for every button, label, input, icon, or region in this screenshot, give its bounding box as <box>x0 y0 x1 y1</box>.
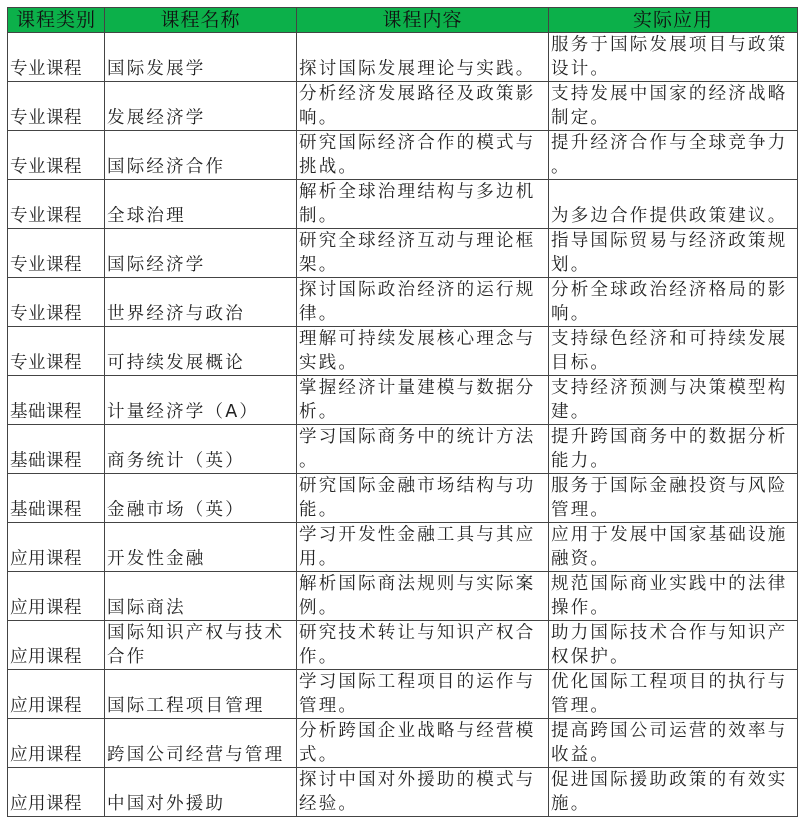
cell-application: 支持经济预测与决策模型构 建。 <box>549 376 798 425</box>
header-category: 课程类别 <box>8 8 105 33</box>
cell-application: 服务于国际发展项目与政策 设计。 <box>549 33 798 82</box>
cell-category: 基础课程 <box>8 425 105 474</box>
cell-content: 掌握经济计量建模与数据分 析。 <box>297 376 549 425</box>
cell-application: 提升经济合作与全球竞争力 。 <box>549 131 798 180</box>
cell-course-name: 发展经济学 <box>105 82 297 131</box>
cell-content: 学习开发性金融工具与其应 用。 <box>297 523 549 572</box>
cell-course-name: 金融市场（英） <box>105 474 297 523</box>
cell-content: 研究国际经济合作的模式与 挑战。 <box>297 131 549 180</box>
cell-course-name: 国际发展学 <box>105 33 297 82</box>
cell-content: 探讨国际发展理论与实践。 <box>297 33 549 82</box>
table-row <box>8 180 798 229</box>
cell-application: 提升跨国商务中的数据分析 能力。 <box>549 425 798 474</box>
cell-content: 解析国际商法规则与实际案 例。 <box>297 572 549 621</box>
cell-content: 学习国际商务中的统计方法 。 <box>297 425 549 474</box>
course-table <box>7 7 798 817</box>
cell-application: 规范国际商业实践中的法律 操作。 <box>549 572 798 621</box>
cell-course-name: 国际经济合作 <box>105 131 297 180</box>
table-row <box>8 131 798 180</box>
cell-category: 专业课程 <box>8 82 105 131</box>
header-content: 课程内容 <box>297 8 549 33</box>
cell-course-name: 跨国公司经营与管理 <box>105 719 297 768</box>
table-row <box>8 474 798 523</box>
cell-content: 研究国际金融市场结构与功 能。 <box>297 474 549 523</box>
cell-application: 优化国际工程项目的执行与 管理。 <box>549 670 798 719</box>
cell-category: 应用课程 <box>8 523 105 572</box>
header-name: 课程名称 <box>105 8 297 33</box>
cell-application: 服务于国际金融投资与风险 管理。 <box>549 474 798 523</box>
cell-course-name: 国际知识产权与技术 合作 <box>105 621 297 670</box>
cell-course-name: 计量经济学（A） <box>105 376 297 425</box>
table-row <box>8 523 798 572</box>
table-row <box>8 278 798 327</box>
table-row <box>8 82 798 131</box>
cell-application: 应用于发展中国家基础设施 融资。 <box>549 523 798 572</box>
cell-application: 支持发展中国家的经济战略 制定。 <box>549 82 798 131</box>
cell-course-name: 商务统计（英） <box>105 425 297 474</box>
table-row <box>8 621 798 670</box>
cell-category: 基础课程 <box>8 474 105 523</box>
cell-content: 分析跨国企业战略与经营模 式。 <box>297 719 549 768</box>
cell-course-name: 世界经济与政治 <box>105 278 297 327</box>
table-row <box>8 229 798 278</box>
cell-content: 研究技术转让与知识产权合 作。 <box>297 621 549 670</box>
cell-application: 助力国际技术合作与知识产 权保护。 <box>549 621 798 670</box>
header-application: 实际应用 <box>549 8 798 33</box>
cell-course-name: 国际经济学 <box>105 229 297 278</box>
cell-course-name: 国际工程项目管理 <box>105 670 297 719</box>
cell-category: 专业课程 <box>8 180 105 229</box>
table-row <box>8 376 798 425</box>
cell-application: 为多边合作提供政策建议。 <box>549 180 798 229</box>
cell-application: 提高跨国公司运营的效率与 收益。 <box>549 719 798 768</box>
cell-category: 应用课程 <box>8 768 105 817</box>
cell-category: 基础课程 <box>8 376 105 425</box>
cell-category: 应用课程 <box>8 621 105 670</box>
table-row <box>8 33 798 82</box>
cell-category: 专业课程 <box>8 229 105 278</box>
cell-application: 指导国际贸易与经济政策规 划。 <box>549 229 798 278</box>
cell-content: 探讨国际政治经济的运行规 律。 <box>297 278 549 327</box>
cell-content: 解析全球治理结构与多边机 制。 <box>297 180 549 229</box>
table-row <box>8 719 798 768</box>
cell-content: 研究全球经济互动与理论框 架。 <box>297 229 549 278</box>
cell-application: 促进国际援助政策的有效实 施。 <box>549 768 798 817</box>
cell-category: 专业课程 <box>8 131 105 180</box>
cell-course-name: 全球治理 <box>105 180 297 229</box>
cell-content: 分析经济发展路径及政策影 响。 <box>297 82 549 131</box>
cell-category: 专业课程 <box>8 327 105 376</box>
cell-course-name: 中国对外援助 <box>105 768 297 817</box>
cell-course-name: 开发性金融 <box>105 523 297 572</box>
cell-content: 学习国际工程项目的运作与 管理。 <box>297 670 549 719</box>
cell-category: 应用课程 <box>8 719 105 768</box>
table-row <box>8 670 798 719</box>
table-row <box>8 572 798 621</box>
cell-category: 专业课程 <box>8 33 105 82</box>
cell-content: 理解可持续发展核心理念与 实践。 <box>297 327 549 376</box>
cell-category: 专业课程 <box>8 278 105 327</box>
cell-category: 应用课程 <box>8 670 105 719</box>
cell-application: 分析全球政治经济格局的影 响。 <box>549 278 798 327</box>
cell-course-name: 国际商法 <box>105 572 297 621</box>
cell-application: 支持绿色经济和可持续发展 目标。 <box>549 327 798 376</box>
cell-course-name: 可持续发展概论 <box>105 327 297 376</box>
cell-category: 应用课程 <box>8 572 105 621</box>
table-row <box>8 327 798 376</box>
cell-content: 探讨中国对外援助的模式与 经验。 <box>297 768 549 817</box>
header-row <box>8 8 798 33</box>
table-row <box>8 425 798 474</box>
table-row <box>8 768 798 817</box>
